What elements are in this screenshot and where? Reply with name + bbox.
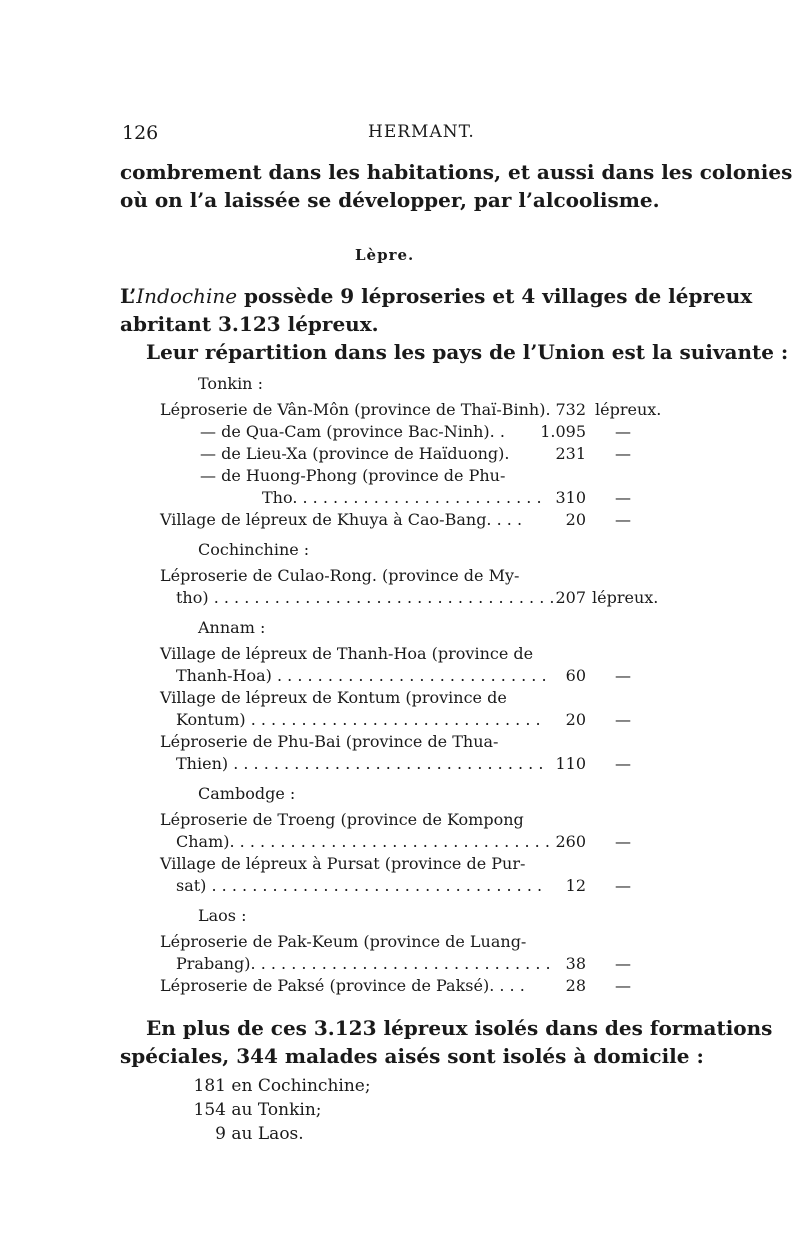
tonkin-row-4-label: — de Huong-Phong (province de Phu- [200, 466, 506, 485]
annam-row-6-unit: — [615, 754, 631, 773]
tonkin-row-6-value: 20 [565, 510, 586, 529]
annam-row-6-label: Thien) . . . . . . . . . . . . . . . . . . . . . . . . . . . . . . . [176, 754, 544, 773]
annam-row-1-label: Village de lépreux de Thanh-Hoa (province de [160, 644, 534, 663]
tonkin-row-1-label: Léproserie de Vân-Môn (province de Thaï-Binh). [160, 400, 551, 419]
section-cambodge: Cambodge : [198, 784, 296, 803]
cochinchine-row-2-unit: lépreux. [592, 588, 659, 607]
tonkin-row-1-value: 732 [555, 400, 586, 419]
section-tonkin: Tonkin : [198, 374, 263, 393]
annam-row-2-value: 60 [565, 666, 586, 685]
conclusion-line-2: spéciales, 344 malades aisés sont isolés à domicile : [120, 1044, 704, 1068]
intro-line-2: où on l’a laissée se développer, par l’alcoolisme. [120, 188, 660, 212]
tonkin-row-5-unit: — [615, 488, 631, 507]
tonkin-row-2-value: 1.095 [540, 422, 586, 441]
annam-row-5-label: Léproserie de Phu-Bai (province de Thua- [160, 732, 499, 751]
cambodge-row-1-label: Léproserie de Troeng (province de Kompong [160, 810, 524, 829]
section-title: Lèpre. [355, 246, 415, 264]
cambodge-row-4-unit: — [615, 876, 631, 895]
para-line-1-end: possède 9 léproseries et 4 villages de lépreux [237, 284, 753, 308]
laos-row-2-value: 38 [565, 954, 586, 973]
domicile-value: 154 [193, 1100, 226, 1120]
section-cochinchine: Cochinchine : [198, 540, 310, 559]
conclusion-line-1: En plus de ces 3.123 lépreux isolés dans des formations [146, 1016, 773, 1040]
domicile-place: au Laos. [231, 1124, 304, 1144]
para-line-1 [120, 284, 752, 308]
tonkin-row-2-label: — de Qua-Cam (province Bac-Ninh). . [200, 422, 505, 441]
cambodge-row-2-value: 260 [555, 832, 586, 851]
tonkin-row-3-unit: — [615, 444, 631, 463]
running-title: HERMANT. [368, 122, 475, 142]
tonkin-row-3-label: — de Lieu-Xa (province de Haïduong). [200, 444, 510, 463]
annam-row-2-unit: — [615, 666, 631, 685]
laos-row-3-unit: — [615, 976, 631, 995]
cambodge-row-2-unit: — [615, 832, 631, 851]
laos-row-3-label: Léproserie de Paksé (province de Paksé). . . . [160, 976, 525, 995]
tonkin-row-6-label: Village de lépreux de Khuya à Cao-Bang. . . . [160, 510, 523, 529]
page-number: 126 [122, 122, 159, 144]
annam-row-4-unit: — [615, 710, 631, 729]
para-indochine: Indochine [136, 284, 238, 308]
cochinchine-row-2-value: 207 [555, 588, 586, 607]
annam-row-6-value: 110 [555, 754, 586, 773]
domicile-item [190, 1076, 371, 1096]
annam-row-2-label: Thanh-Hoa) . . . . . . . . . . . . . . . . . . . . . . . . . . . [176, 666, 547, 685]
para-line-1-start: L’ [120, 284, 137, 308]
laos-row-2-unit: — [615, 954, 631, 973]
cambodge-row-4-label: sat) . . . . . . . . . . . . . . . . . . . . . . . . . . . . . . . . . [176, 876, 543, 895]
annam-row-4-value: 20 [565, 710, 586, 729]
tonkin-row-6-unit: — [615, 510, 631, 529]
domicile-value: 9 [215, 1124, 226, 1144]
cochinchine-row-2-label: tho) . . . . . . . . . . . . . . . . . . . . . . . . . . . . . . . . . . [176, 588, 555, 607]
tonkin-row-5-label: Tho. . . . . . . . . . . . . . . . . . . . . . . . . [262, 488, 542, 507]
laos-row-1-label: Léproserie de Pak-Keum (province de Luang- [160, 932, 527, 951]
tonkin-row-3-value: 231 [555, 444, 586, 463]
cambodge-row-2-label: Cham). . . . . . . . . . . . . . . . . . . . . . . . . . . . . . . . [176, 832, 550, 851]
section-annam: Annam : [198, 618, 266, 637]
cochinchine-row-1-label: Léproserie de Culao-Rong. (province de My- [160, 566, 520, 585]
tonkin-row-1-unit: lépreux. [595, 400, 662, 419]
domicile-value: 181 [193, 1076, 226, 1096]
tonkin-row-2-unit: — [615, 422, 631, 441]
tonkin-row-5-value: 310 [555, 488, 586, 507]
laos-row-3-value: 28 [565, 976, 586, 995]
para-line-2: abritant 3.123 lépreux. [120, 312, 379, 336]
para-line-3: Leur répartition dans les pays de l’Union est la suivante : [146, 340, 789, 364]
cambodge-row-3-label: Village de lépreux à Pursat (province de Pur- [160, 854, 526, 873]
laos-row-2-label: Prabang). . . . . . . . . . . . . . . . . . . . . . . . . . . . . . [176, 954, 551, 973]
annam-row-4-label: Kontum) . . . . . . . . . . . . . . . . . . . . . . . . . . . . . [176, 710, 541, 729]
domicile-item [190, 1100, 322, 1120]
annam-row-3-label: Village de lépreux de Kontum (province de [160, 688, 507, 707]
section-laos: Laos : [198, 906, 247, 925]
intro-line-1: combrement dans les habitations, et aussi dans les colonies [120, 160, 793, 184]
cambodge-row-4-value: 12 [565, 876, 586, 895]
domicile-place: au Tonkin; [231, 1100, 322, 1120]
domicile-item [190, 1124, 304, 1144]
domicile-place: en Cochinchine; [231, 1076, 371, 1096]
